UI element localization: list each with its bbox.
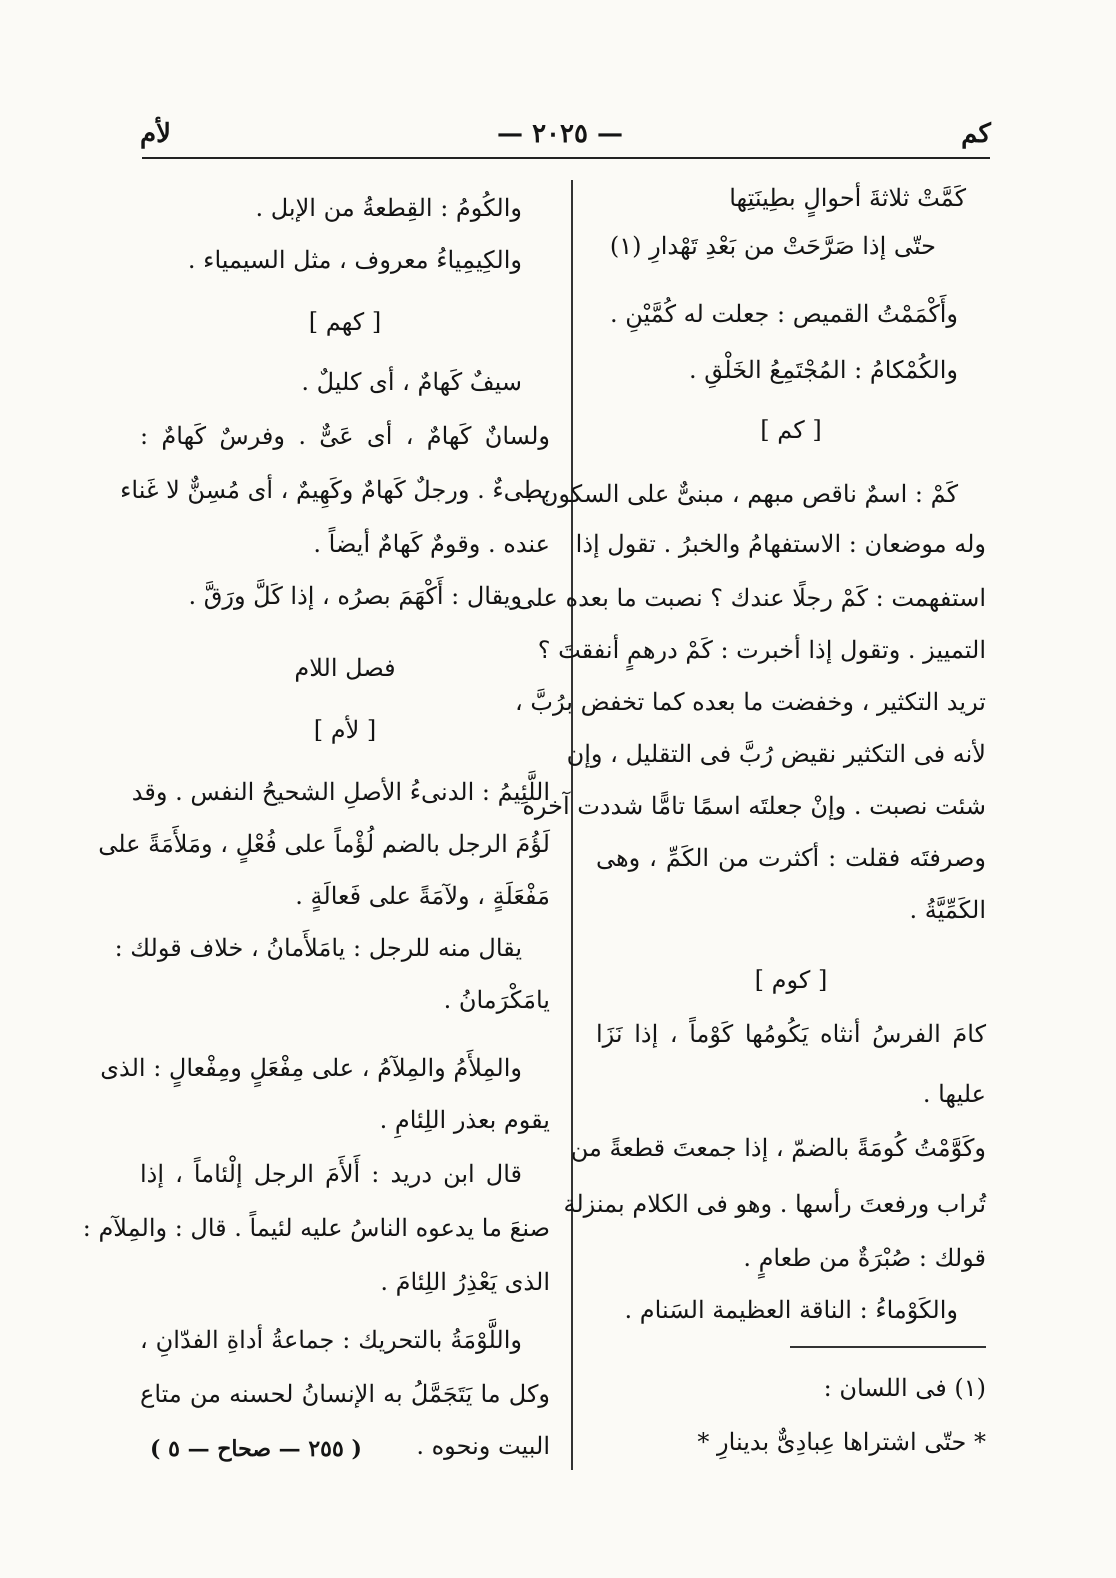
entry-heading-kahm: [ كهم ]	[308, 308, 382, 336]
text-line: التمييز . وتقول إذا أخبرت : كَمْ درهمٍ أنفقتَ ؟	[537, 636, 986, 664]
entry-heading-laam: [ لأم ]	[313, 716, 377, 744]
text-line: ولسانٌ كَهامٌ ، أى عَىٌّ . وفرسٌ كَهامٌ :	[140, 422, 550, 450]
text-line: مَفْعَلَةٍ ، ولآمَةً على فَعالَةٍ .	[295, 882, 550, 910]
text-line: يقوم بعذر اللِئامِ .	[379, 1106, 550, 1134]
text-line: كامَ الفرسُ أنثاه يَكُومُها كَوْماً ، إذا نَزَا	[596, 1020, 986, 1048]
footnote-rule	[790, 1346, 986, 1348]
text-line: عنده . وقومٌ كَهامٌ أيضاً .	[313, 530, 550, 558]
text-line: وكل ما يَتَجَمَّلُ به الإنسانُ لحسنه من متاع	[140, 1380, 550, 1408]
header-rule	[142, 157, 990, 159]
verse-line-2: حتّى إذا صَرَّحَتْ من بَعْدِ تَهْدارِ (١)	[609, 232, 936, 260]
text-line: يامَكْرَمانُ .	[443, 986, 550, 1014]
text-line: وأَكْمَمْتُ القميص : جعلت له كُمَّيْنِ .	[609, 300, 958, 328]
text-line: لَؤُمَ الرجل بالضم لُؤْماً على فُعْلٍ ، ومَلأَمَةً على	[98, 830, 550, 858]
text-line: لأنه فى التكثير نقيض رُبَّ فى التقليل ، وإن	[566, 740, 986, 768]
text-line: كَمْ : اسمٌ ناقص مبهم ، مبنىٌّ على السكون .	[525, 480, 958, 508]
text-line: سيفٌ كَهامٌ ، أى كليلٌ .	[301, 368, 522, 396]
text-line: يقال منه للرجل : يامَلأَمانُ ، خلاف قولك :	[114, 934, 522, 962]
text-line: والمِلأَمُ والمِلآمُ ، على مِفْعَلٍ ومِفْعالٍ : الذى	[100, 1054, 522, 1082]
text-line: وكَوَّمْتُ كُومَةً بالضمّ ، إذا جمعتَ قطعةً من	[570, 1134, 986, 1162]
text-line: وله موضعان : الاستفهامُ والخبرُ . تقول إذا	[575, 530, 986, 558]
verse-line-1: كَمَّتْ ثلاثةَ أحوالٍ بطِينَتِها	[729, 184, 966, 212]
text-line: صنعَ ما يدعوه الناسُ عليه لئيماً . قال : والمِلآم :	[82, 1214, 550, 1242]
running-head-left: لأم	[140, 119, 171, 149]
text-line: البيت ونحوه .	[416, 1432, 550, 1460]
text-line: والكُمْكامُ : المُجْتَمِعُ الخَلْقِ .	[688, 356, 958, 384]
text-line: اللَّئِيمُ : الدنىءُ الأصلِ الشحيحُ النفس . وقد	[131, 778, 550, 806]
footnote-line-2: * حتّى اشتراها عِبادِىٌّ بدينارِ *	[697, 1428, 986, 1456]
text-line: عليها .	[922, 1080, 986, 1108]
text-line: ويقال : أَكْهَمَ بصرُه ، إذا كَلَّ ورَقَّ .	[188, 582, 522, 610]
entry-heading-kam: [ كم ]	[760, 416, 822, 444]
text-line: وصرفتَه فقلت : أكثرت من الكَمِّ ، وهى	[596, 844, 986, 872]
signature-mark: ( ٢٥٥ — صحاح — ٥ )	[150, 1436, 362, 1462]
section-heading-lam: فصل اللام	[294, 654, 396, 682]
text-line: والكُومُ : القِطعةُ من الإبل .	[255, 194, 522, 222]
text-line: والكِيمِياءُ معروف ، مثل السيمياء .	[187, 246, 522, 274]
text-line: شئت نصبت . وإنْ جعلتَه اسمًا تامًّا شددت آخره	[522, 792, 986, 820]
footnote-line-1: (١) فى اللسان :	[823, 1374, 986, 1402]
text-line: قال ابن دريد : أَلأَمَ الرجل إلْئاماً ، إذا	[140, 1160, 522, 1188]
text-line: تريد التكثير ، وخفضت ما بعده كما تخفض برُبَّ ،	[515, 688, 986, 716]
entry-heading-kawm: [ كوم ]	[754, 966, 828, 994]
text-line: قولك : صُبْرَةٌ من طعامٍ .	[743, 1244, 986, 1272]
text-line: استفهمت : كَمْ رجلًا عندك ؟ نصبت ما بعده على	[515, 584, 986, 612]
page-number: — ٢٠٢٥ —	[497, 119, 623, 149]
text-line: الكَمِّيَّةُ .	[909, 896, 986, 924]
text-line: تُراب ورفعتَ رأسها . وهو فى الكلام بمنزلة	[563, 1190, 986, 1218]
running-head-right: كم	[961, 119, 991, 149]
text-line: بطىءٌ . ورجلٌ كَهامٌ وكَهِيمٌ ، أى مُسِنٌّ لا غَناء	[120, 476, 550, 504]
text-line: واللَّوْمَةُ بالتحريك : جماعةُ أداةِ الفدّانِ ،	[140, 1326, 522, 1354]
text-line: والكَوْماءُ : الناقة العظيمة السَنام .	[624, 1296, 958, 1324]
text-line: الذى يَعْذِرُ اللِئامَ .	[380, 1268, 550, 1296]
